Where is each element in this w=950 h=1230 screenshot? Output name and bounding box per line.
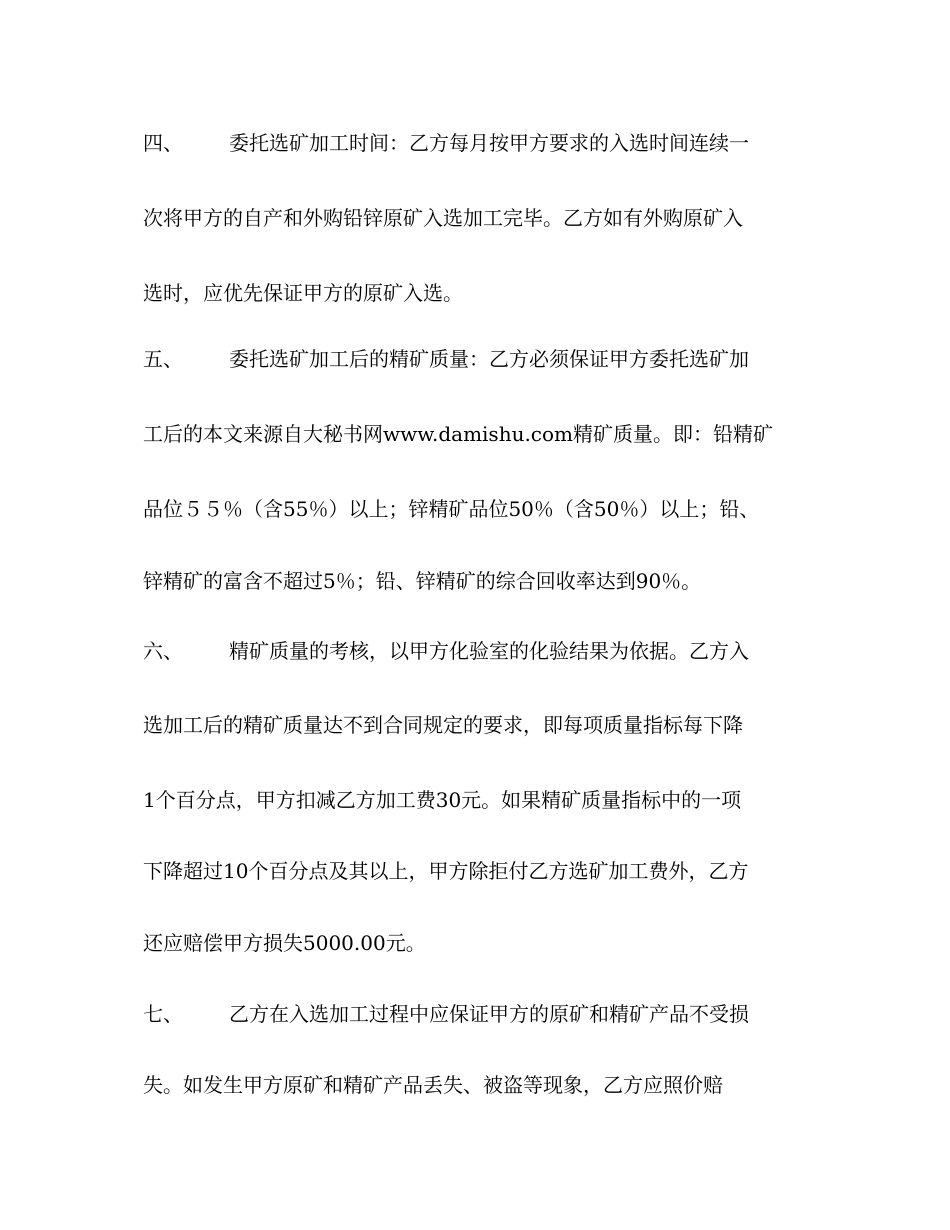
clause-6-line-1 xyxy=(143,636,823,666)
clause-5-number: 五、 xyxy=(143,347,183,371)
clause-7-number: 七、 xyxy=(143,1002,183,1026)
clause-4-text: 委托选矿加工时间：乙方每月按甲方要求的入选时间连续一 xyxy=(229,131,749,155)
clause-5-line-1 xyxy=(143,344,823,374)
clause-6-line-4: 下降超过10个百分点及其以上，甲方除拒付乙方选矿加工费外，乙方 xyxy=(143,859,749,883)
clause-7-text: 乙方在入选加工过程中应保证甲方的原矿和精矿产品不受损 xyxy=(229,1002,749,1026)
clause-4-number: 四、 xyxy=(143,131,183,155)
clause-6-text: 精矿质量的考核，以甲方化验室的化验结果为依据。乙方入 xyxy=(229,639,749,663)
clause-5-line-3: 品位５５％（含55％）以上；锌精矿品位50％（含50％）以上；铅、 xyxy=(143,497,760,521)
clause-7-line-2: 失。如发生甲方原矿和精矿产品丢失、被盗等现象，乙方应照价赔 xyxy=(143,1073,723,1097)
clause-5-line-2: 工后的本文来源自大秘书网www.damishu.com精矿质量。即：铅精矿 xyxy=(143,422,774,446)
clause-4-line-2: 次将甲方的自产和外购铅锌原矿入选加工完毕。乙方如有外购原矿入 xyxy=(143,206,743,230)
clause-6-line-2: 选加工后的精矿质量达不到合同规定的要求，即每项质量指标每下降 xyxy=(143,713,743,737)
clause-5-line-4: 锌精矿的富含不超过5％；铅、锌精矿的综合回收率达到90％。 xyxy=(143,569,702,593)
clause-4-line-3: 选时，应优先保证甲方的原矿入选。 xyxy=(143,281,463,305)
clause-6-line-3: 1个百分点，甲方扣减乙方加工费30元。如果精矿质量指标中的一项 xyxy=(143,788,742,812)
clause-7-line-1 xyxy=(143,999,823,1029)
clause-6-line-5: 还应赔偿甲方损失5000.00元。 xyxy=(143,931,426,955)
clause-4-line-1 xyxy=(143,128,823,158)
clause-6-number: 六、 xyxy=(143,639,183,663)
clause-5-text: 委托选矿加工后的精矿质量：乙方必须保证甲方委托选矿加 xyxy=(229,347,749,371)
